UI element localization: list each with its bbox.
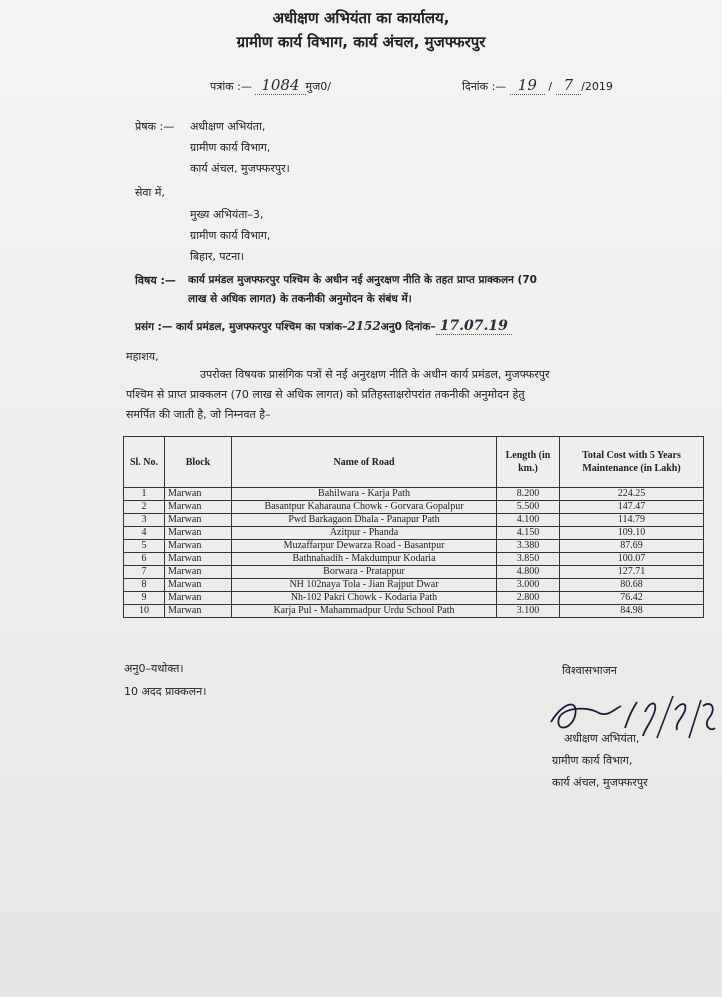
table-row [124,566,704,579]
cell-sl: 8 [124,579,165,592]
cell-block: Marwan [165,514,232,527]
cell-sl: 4 [124,527,165,540]
para-line-2: पश्चिम से प्राप्त प्राक्कलन (70 लाख से अधिक लागत) को प्रतिहस्ताक्षरोपरांत तकनीकी अनुमोदन हेतु [126,388,525,401]
cell-length: 2.800 [497,592,560,605]
cell-sl: 6 [124,553,165,566]
dinank-day: 19 [510,76,545,95]
reference-date: 17.07.19 [436,318,512,335]
patrank-label: पत्रांक :— [210,80,252,93]
patrank [210,76,331,94]
cell-block: Marwan [165,579,232,592]
dinank-label: दिनांक :— [462,80,507,93]
subject-line-2: लाख से अधिक लागत) के तकनीकी अनुमोदन के संबंध में। [188,293,412,305]
col-block: Block [165,437,232,488]
reference-text: कार्य प्रमंडल, मुजफ्फरपुर पश्चिम का पत्रांक– [176,321,348,333]
cell-length: 4.800 [497,566,560,579]
para-line-3: समर्पित की जाती है, जो निम्नवत है– [126,408,271,421]
sender-line: कार्य अंचल, मुजफ्फरपुर। [190,162,290,175]
cell-length: 5.500 [497,501,560,514]
table-row [124,592,704,605]
cell-road: Borwara - Pratappur [232,566,497,579]
cell-block: Marwan [165,527,232,540]
cell-cost: 100.07 [560,553,704,566]
cell-length: 3.850 [497,553,560,566]
table-row [124,488,704,501]
office-subtitle: ग्रामीण कार्य विभाग, कार्य अंचल, मुजफ्फरपुर [236,33,486,51]
subject-line-1: कार्य प्रमंडल मुजफ्फरपुर पश्चिम के अधीन नई अनुरक्षण नीति के तहत प्राप्त प्राक्कलन (70 [188,274,537,286]
col-length: Length (in km.) [497,437,560,488]
cell-sl: 2 [124,501,165,514]
cell-block: Marwan [165,553,232,566]
col-sl: Sl. No. [124,437,165,488]
cell-block: Marwan [165,605,232,618]
patrank-suffix: मुज0/ [305,80,331,93]
table-row [124,605,704,618]
cell-cost: 147.47 [560,501,704,514]
cell-cost: 109.10 [560,527,704,540]
cell-road: NH 102naya Tola - Jian Rajput Dwar [232,579,497,592]
col-road: Name of Road [232,437,497,488]
cell-sl: 5 [124,540,165,553]
signatory-line-2: ग्रामीण कार्य विभाग, [552,754,633,767]
enclosure-line-1: अनु0–यथोक्त। [124,662,184,675]
cell-cost: 80.68 [560,579,704,592]
roads-table [123,436,704,618]
cell-cost: 114.79 [560,514,704,527]
cell-road: Muzaffarpur Dewarza Road - Basantpur [232,540,497,553]
recipient-block [190,206,270,265]
cell-sl: 7 [124,566,165,579]
cell-cost: 87.69 [560,540,704,553]
dinank-year: /2019 [581,80,613,93]
enclosure-line-2: 10 अदद प्राक्कलन। [124,685,207,698]
table-row [124,540,704,553]
office-title: अधीक्षण अभियंता का कार्यालय, [272,9,450,27]
recipient-label: सेवा में, [135,186,165,199]
subject-label: विषय :— [135,274,176,287]
recipient-line: मुख्य अभियंता–3, [190,208,264,221]
salutation: महाशय, [126,350,159,363]
cell-cost: 84.98 [560,605,704,618]
cell-cost: 76.42 [560,592,704,605]
reference-letter-no: 2152 [347,319,381,333]
cell-road: Bathnahadih - Makdumpur Kodaria [232,553,497,566]
cell-road: Azitpur - Phanda [232,527,497,540]
cell-block: Marwan [165,592,232,605]
table-row [124,514,704,527]
para-line-1: उपरोक्त विषयक प्रासंगिक पत्रों से नई अनुरक्षण नीति के अधीन कार्य प्रमंडल, मुजफ्फरपुर [200,368,550,381]
cell-sl: 1 [124,488,165,501]
cell-length: 4.150 [497,527,560,540]
table-row [124,501,704,514]
cell-sl: 10 [124,605,165,618]
sender-block [190,118,290,177]
cell-block: Marwan [165,488,232,501]
table-row [124,579,704,592]
cell-length: 3.100 [497,605,560,618]
signatory-line-1: अधीक्षण अभियंता, [564,732,640,745]
cell-length: 3.000 [497,579,560,592]
cell-cost: 224.25 [560,488,704,501]
cell-road: Pwd Barkagaon Dhala - Panapur Path [232,514,497,527]
sender-line: ग्रामीण कार्य विभाग, [190,141,271,154]
yours-faithfully: विश्वासभाजन [562,664,617,677]
cell-road: Karja Pul - Mahammadpur Urdu School Path [232,605,497,618]
patrank-number: 1084 [255,76,305,95]
cell-road: Bahilwara - Karja Path [232,488,497,501]
cell-road: Basantpur Kaharauna Chowk - Gorvara Gopalpur [232,501,497,514]
reference-line [135,318,512,336]
cell-sl: 9 [124,592,165,605]
dinank: दिनांक :— 19 / 7 /2019 [462,76,613,94]
cell-block: Marwan [165,566,232,579]
table-row [124,553,704,566]
table-row [124,527,704,540]
col-cost: Total Cost with 5 Years Maintenance (in Lakh) [560,437,704,488]
recipient-line: बिहार, पटना। [190,250,245,263]
cell-block: Marwan [165,501,232,514]
cell-length: 8.200 [497,488,560,501]
cell-road: Nh-102 Pakri Chowk - Kodaria Path [232,592,497,605]
sender-label: प्रेषक :— [135,120,175,133]
dinank-month: 7 [556,76,582,95]
reference-mid: अनु0 दिनांक– [380,321,436,333]
cell-block: Marwan [165,540,232,553]
recipient-line: ग्रामीण कार्य विभाग, [190,229,271,242]
cell-length: 3.380 [497,540,560,553]
signatory-line-3: कार्य अंचल, मुजफ्फरपुर [552,776,648,789]
table-header-row [124,437,704,488]
cell-length: 4.100 [497,514,560,527]
sender-line: अधीक्षण अभियंता, [190,120,266,133]
reference-label: प्रसंग :— [135,321,173,333]
cell-cost: 127.71 [560,566,704,579]
cell-sl: 3 [124,514,165,527]
